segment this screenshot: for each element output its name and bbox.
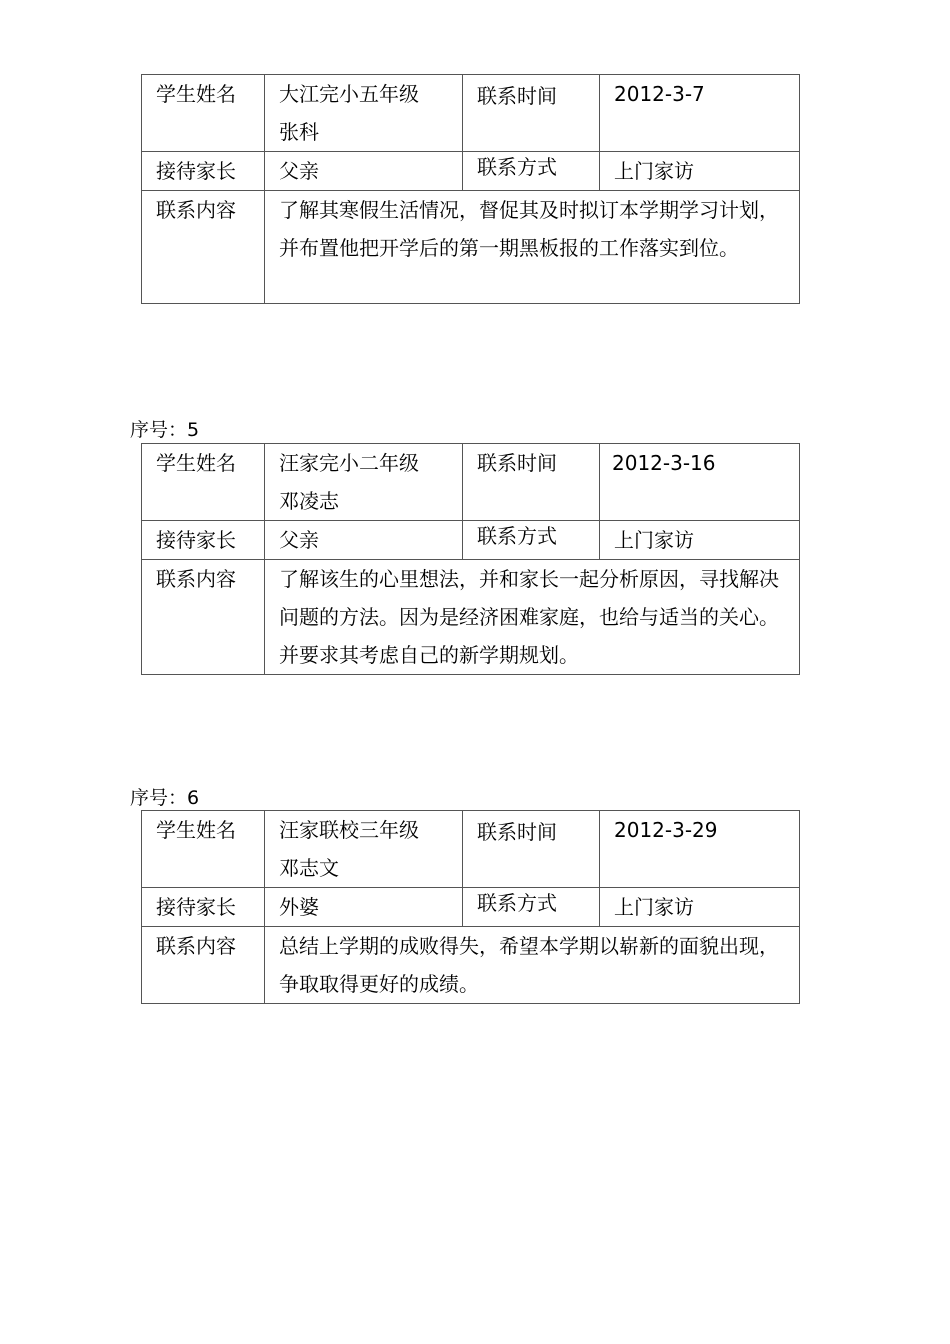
contact-method-label: 联系方式 bbox=[463, 521, 600, 560]
parent: 父亲 bbox=[265, 152, 463, 191]
contact-time-label: 联系时间 bbox=[463, 75, 600, 152]
student-name-label: 学生姓名 bbox=[142, 444, 265, 521]
contact-method: 上门家访 bbox=[600, 521, 800, 560]
student-name-label: 学生姓名 bbox=[142, 75, 265, 152]
content-label: 联系内容 bbox=[142, 191, 265, 304]
parent-label: 接待家长 bbox=[142, 152, 265, 191]
student-name-cell bbox=[265, 75, 463, 152]
student-name: 张科 bbox=[279, 120, 319, 144]
parent: 父亲 bbox=[265, 521, 463, 560]
record-table-2 bbox=[141, 443, 800, 675]
student-name-label: 学生姓名 bbox=[142, 811, 265, 888]
record-table-3 bbox=[141, 810, 800, 1004]
contact-time: 2012-3-7 bbox=[600, 75, 800, 152]
student-school-grade: 汪家完小二年级 bbox=[279, 451, 419, 475]
contact-method-label: 联系方式 bbox=[463, 888, 600, 927]
contact-method: 上门家访 bbox=[600, 152, 800, 191]
contact-time-label: 联系时间 bbox=[463, 811, 600, 888]
student-name: 邓凌志 bbox=[279, 489, 339, 513]
contact-time: 2012-3-16 bbox=[600, 444, 800, 521]
content-label: 联系内容 bbox=[142, 927, 265, 1004]
contact-content: 了解其寒假生活情况，督促其及时拟订本学期学习计划，并布置他把开学后的第一期黑板报的工作落实到位。 bbox=[265, 191, 800, 304]
contact-time-label: 联系时间 bbox=[463, 444, 600, 521]
sequence-label: 序号：6 bbox=[130, 787, 200, 809]
student-name-cell bbox=[265, 444, 463, 521]
parent-label: 接待家长 bbox=[142, 521, 265, 560]
contact-method-label: 联系方式 bbox=[463, 152, 600, 191]
student-name: 邓志文 bbox=[279, 856, 339, 880]
content-label: 联系内容 bbox=[142, 560, 265, 675]
parent-label: 接待家长 bbox=[142, 888, 265, 927]
contact-time: 2012-3-29 bbox=[600, 811, 800, 888]
sequence-label: 序号：5 bbox=[130, 419, 200, 441]
student-name-cell bbox=[265, 811, 463, 888]
student-school-grade: 大江完小五年级 bbox=[279, 82, 419, 106]
contact-content: 总结上学期的成败得失，希望本学期以崭新的面貌出现，争取取得更好的成绩。 bbox=[265, 927, 800, 1004]
student-school-grade: 汪家联校三年级 bbox=[279, 818, 419, 842]
contact-method: 上门家访 bbox=[600, 888, 800, 927]
record-table-1 bbox=[141, 74, 800, 304]
contact-content: 了解该生的心里想法，并和家长一起分析原因，寻找解决问题的方法。因为是经济困难家庭，也给与适当的关心。并要求其考虑自己的新学期规划。 bbox=[265, 560, 800, 675]
parent: 外婆 bbox=[265, 888, 463, 927]
